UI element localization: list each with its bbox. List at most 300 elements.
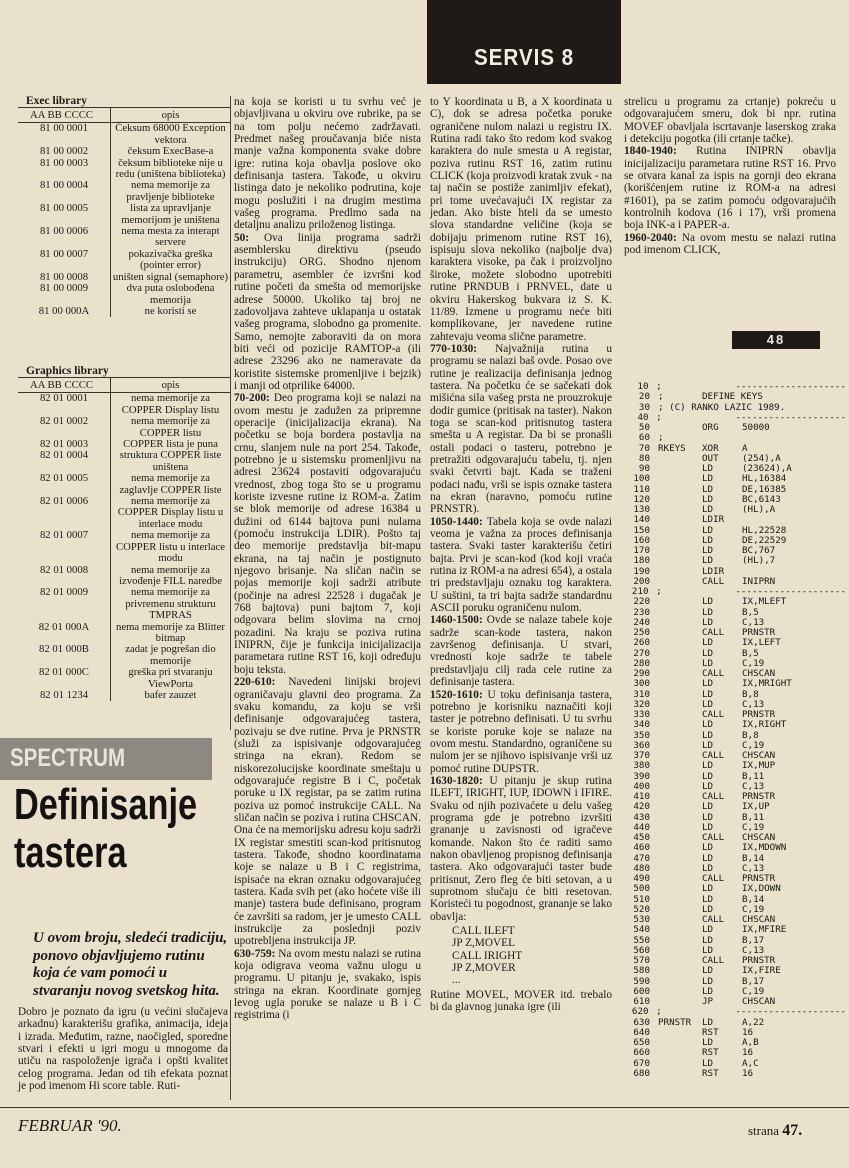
- opcode: LD: [702, 770, 714, 782]
- listing-line: [624, 638, 846, 648]
- article-lead: U ovom broju, sledeći tradiciju, ponovo objavljujemo rutinu koja će vam pomoći u stvaranju novog svetskog hita.: [33, 930, 228, 999]
- operand: HL,16384: [742, 473, 787, 485]
- operand: PRNSTR: [742, 873, 776, 884]
- label: [658, 936, 702, 946]
- divider-1: [230, 96, 231, 730]
- listing-line: [624, 884, 846, 894]
- exec-row: [18, 226, 230, 249]
- label: [658, 946, 702, 956]
- operand: IX,MFIRE: [742, 924, 787, 936]
- graphics-desc: bafer zauzet: [110, 690, 230, 701]
- operand: (23624),A: [742, 463, 792, 474]
- opcode: OUT: [702, 452, 719, 464]
- operand: A,22: [742, 1016, 765, 1028]
- listing-line: [624, 546, 846, 556]
- label: [658, 874, 702, 884]
- operand: C,13: [742, 862, 765, 874]
- exec-row: [18, 146, 230, 157]
- spacer: [650, 638, 658, 648]
- graphics-desc: nema memorije za izvođenje FILL naredbe: [110, 565, 230, 588]
- label: [658, 966, 702, 976]
- label: ;: [656, 1006, 662, 1018]
- opcode: XOR: [702, 442, 719, 454]
- opcode: LD: [702, 852, 714, 864]
- line-number: 560: [633, 944, 650, 956]
- exec-code: 81 00 000A: [38, 304, 90, 317]
- opcode: LDIR: [702, 514, 725, 526]
- label: [658, 628, 702, 638]
- label: [658, 956, 702, 966]
- line-number: 280: [633, 657, 650, 669]
- line-number: 270: [633, 647, 650, 659]
- line-number: 130: [633, 504, 650, 515]
- label: [658, 782, 702, 792]
- operand: CHSCAN: [742, 668, 776, 679]
- listing-line: [624, 772, 846, 782]
- col4-paragraph: 1840-1940: Rutina INIPRN obavlja inicijalizaciju parametara rutine RST 16. Prvo se otvara kanal za ispis na gornji deo ekrana (korišćenjem rutine iz ROM-a na adresi #1601), pa se zatim pomoću odgovarajućih kontrolnih kodova (16 i 17), vrši promena boja INK-a i PAPER-a.: [624, 145, 836, 232]
- listing-line: [624, 966, 846, 976]
- spacer: [649, 1007, 657, 1017]
- line-number: 350: [633, 729, 650, 741]
- opcode: LD: [702, 1057, 714, 1069]
- listing-line: [624, 936, 846, 946]
- label: [658, 1048, 702, 1058]
- graphics-row: [18, 393, 230, 416]
- listing-line: [624, 608, 846, 618]
- graphics-desc: nema memorije za privremenu strukturu TMPRAS: [110, 587, 230, 621]
- line-number: 650: [633, 1037, 650, 1048]
- opcode: JP: [702, 996, 714, 1007]
- page-label: strana: [748, 1123, 780, 1138]
- operand: CHSCAN: [742, 750, 776, 761]
- label: [658, 751, 702, 761]
- label: [658, 772, 702, 782]
- col3-paragraph: 1630-1820: U pitanju je skup rutina ILEFT, IRIGHT, IUP, IDOWN i IFIRE. Svaku od njih pozivaćete u delu vašeg programa gde je potrebno izvršiti grananje u zavisnosti od igračeve komande. Nakon što će raditi samo nakon obavljenog propisnog definisanja tastera. Ako odgovarajući taster bude pritisnut, Zero fleg će biti setovan, a u suprotnom slučaju će biti resetovan. Koristeći tu pogodnost, grananje se lako obavlja:: [430, 774, 612, 923]
- operand: B,17: [742, 934, 765, 946]
- graphics-desc: nema memorije za COPPER listu u interlace modu: [110, 530, 230, 564]
- line-number: 150: [633, 524, 650, 536]
- graphics-code: 82 01 0009: [39, 586, 89, 599]
- opcode: LD: [702, 801, 714, 813]
- operand: C,19: [742, 821, 765, 833]
- spacer: [650, 761, 658, 771]
- graphics-row: [18, 496, 230, 530]
- exec-col-code: AA BB CCCC: [30, 108, 93, 121]
- exec-library-table: [18, 96, 230, 317]
- listing-line: [624, 444, 846, 454]
- label: [658, 690, 702, 700]
- line-number: 80: [638, 452, 650, 464]
- spacer: [650, 1069, 658, 1079]
- headline-line1: Definisanje: [14, 780, 198, 829]
- label: ;: [656, 586, 662, 597]
- label: [658, 649, 702, 659]
- operand: 16: [742, 1026, 754, 1038]
- line-number: 400: [633, 780, 650, 792]
- listing-line: [624, 392, 846, 402]
- opcode: CALL: [702, 668, 725, 679]
- operand: C,19: [742, 903, 765, 915]
- label: [658, 567, 702, 577]
- code-line: CALL ILEFT: [452, 925, 515, 938]
- col3-line-ref: 1520-1610:: [430, 688, 483, 701]
- listing-line: [624, 864, 846, 874]
- code-line: JP Z,MOVER: [452, 962, 516, 975]
- opcode: LD: [702, 811, 714, 823]
- article-col4: [624, 96, 836, 256]
- spacer: [650, 474, 658, 484]
- opcode: LD: [702, 493, 714, 505]
- graphics-table-title: Graphics library: [26, 365, 109, 377]
- col2-line-ref: 630-759:: [234, 947, 276, 960]
- line-number: 370: [633, 750, 650, 761]
- line-number: 100: [633, 473, 650, 485]
- opcode: [702, 433, 742, 443]
- line-number: 250: [633, 627, 650, 638]
- operand: B,17: [742, 975, 765, 987]
- line-number: 310: [633, 688, 650, 700]
- opcode: LD: [702, 760, 714, 772]
- label: [658, 454, 702, 464]
- opcode: CALL: [702, 873, 725, 884]
- label: [658, 608, 702, 618]
- col4-line-ref: 1840-1940:: [624, 145, 677, 158]
- graphics-row: [18, 667, 230, 690]
- opcode: LD: [702, 678, 714, 690]
- listing-line: [624, 464, 846, 474]
- label: [658, 854, 702, 864]
- line-number: 610: [633, 996, 650, 1007]
- line-number: 190: [633, 565, 650, 577]
- label: [658, 884, 702, 894]
- line-number: 620: [631, 1006, 649, 1018]
- operand: B,14: [742, 852, 765, 864]
- opcode: RST: [702, 1067, 719, 1079]
- opcode: LDIR: [702, 565, 725, 577]
- graphics-table-header: [18, 377, 230, 393]
- line-number: 660: [633, 1047, 650, 1059]
- listing-line: [624, 700, 846, 710]
- listing-line: [624, 659, 846, 669]
- col3-paragraph: to Y koordinata u B, a X koordinata u C), dok se adresa početka poruke ograničene nulom nalazi u registru IX. Rutina radi tako što redom kod svakog karaktera do nule smesta u A registar, poziva rutinu RST 16, zatim rutinu CLICK (koja proizvodi kratak zvuk - na taj način se postiže zanimljiv efekat), pri tome uvećavajući IX registar za jedan. Ako biste hteli da se umesto slova standardne veličine (koja se dobijaju primenom rutine RST 16), ispisuju slova nekoliko (najbolje dva) karaktera visoke, pa čak i proizvoljno široke, možete slobodno upotrebiti rutine PRNDUB i PRNVEL, date u okviru Hakerskog bukvara iz S. K. 11/89. Izmene u programu neće biti komplikovane, jer navedene rutine zahtevaju veoma slične parametre.: [430, 96, 612, 343]
- operand: BC,6143: [742, 493, 781, 505]
- label: ;: [656, 411, 662, 423]
- exec-code: 81 00 0004: [39, 179, 89, 192]
- col2-line-ref: 50:: [234, 231, 250, 244]
- opcode: RST: [702, 1047, 719, 1059]
- listing-line: [624, 515, 846, 525]
- spacer: [650, 1048, 658, 1058]
- spacer: [650, 925, 658, 935]
- graphics-row: [18, 644, 230, 667]
- listing-line: [624, 1069, 846, 1079]
- label: [658, 977, 702, 987]
- listing-line: [624, 567, 846, 577]
- exec-col-desc: opis: [110, 108, 230, 122]
- graphics-desc: nema memorije za zaglavlje COPPER liste: [110, 473, 230, 496]
- line-number: 600: [633, 985, 650, 997]
- listing-line: [624, 854, 846, 864]
- line-number: 70: [638, 442, 650, 454]
- operand: CHSCAN: [742, 914, 776, 925]
- listing-line: [624, 628, 846, 638]
- exec-row: [18, 306, 230, 317]
- opcode: LD: [702, 862, 714, 874]
- listing-line: [624, 1007, 846, 1017]
- operand: IX,MRIGHT: [742, 678, 792, 690]
- opcode: LD: [702, 504, 714, 515]
- listing-line: [624, 741, 846, 751]
- col4-line-ref: 1960-2040:: [624, 231, 677, 244]
- operand: BC,767: [742, 545, 776, 556]
- line-number: 670: [633, 1057, 650, 1069]
- exec-desc: čeksum biblioteke nije u redu (uništena biblioteka): [110, 158, 230, 181]
- graphics-row: [18, 473, 230, 496]
- line-number: 580: [633, 965, 650, 977]
- label: [658, 556, 702, 566]
- opcode: LD: [702, 975, 714, 987]
- opcode: LD: [702, 524, 714, 536]
- opcode: CALL: [702, 709, 725, 720]
- col2-paragraph: 630-759: Na ovom mestu nalazi se rutina koja odigrava veoma važnu ulogu u programu. U pitanju je, svakako, ispis stringa na ekran. Koordinate gornjeg levog ugla poruke se nalaze u B i C registrima (i: [234, 947, 421, 1022]
- operand: INIPRN: [742, 575, 776, 587]
- line-number: 230: [633, 606, 650, 618]
- line-number: 220: [633, 596, 650, 608]
- exec-desc: lista za upravljanje memorijom je uništena: [110, 203, 230, 226]
- graphics-code: 82 01 1234: [39, 688, 89, 701]
- operand: IX,UP: [742, 801, 770, 813]
- operand: IX,MDOWN: [742, 842, 787, 854]
- operand: CHSCAN: [742, 996, 776, 1007]
- listing-line: [624, 690, 846, 700]
- opcode: LD: [702, 534, 714, 546]
- label: [658, 464, 702, 474]
- listing-line: [624, 905, 846, 915]
- listing-line: [624, 833, 846, 843]
- line-number: 460: [633, 842, 650, 854]
- exec-desc: dva puta oslobođena memorija: [110, 283, 230, 306]
- line-number: 510: [633, 893, 650, 905]
- exec-code: 81 00 0006: [39, 225, 89, 238]
- listing-line: [624, 751, 846, 761]
- code-example: [452, 925, 612, 987]
- line-number: 170: [633, 545, 650, 556]
- label: [658, 659, 702, 669]
- graphics-desc: nema memorije za COPPER Display listu: [110, 393, 230, 416]
- spacer: [650, 597, 658, 607]
- exec-row: [18, 283, 230, 306]
- label: [658, 813, 702, 823]
- label: [658, 1038, 702, 1048]
- listing-line: [624, 536, 846, 546]
- exec-code: 81 00 0001: [39, 122, 89, 135]
- label: [658, 720, 702, 730]
- opcode: CALL: [702, 832, 725, 843]
- opcode: CALL: [702, 914, 725, 925]
- kicker-text: SPECTRUM: [10, 744, 126, 772]
- listing-line: [624, 587, 846, 597]
- label: RKEYS: [658, 442, 686, 454]
- opcode: LD: [702, 483, 714, 495]
- label: [658, 895, 702, 905]
- section-title: SERVIS 8: [473, 44, 575, 70]
- listing-line: [624, 597, 846, 607]
- listing-line: [624, 710, 846, 720]
- graphics-desc: nema memorije za COPPER listu: [110, 416, 230, 439]
- article-col3: [430, 96, 612, 1013]
- operand: --------------------: [735, 1006, 846, 1018]
- exec-row: [18, 180, 230, 203]
- opcode: LD: [702, 934, 714, 946]
- opcode: LD: [702, 545, 714, 556]
- headline-line2: tastera: [14, 828, 127, 877]
- opcode: LD: [702, 842, 714, 854]
- col2-paragraph: 220-610: Navedeni linijski brojevi ograničavaju glavni deo programa. Za svaku komandu, za koju se vrši definisanje odgovarajućeg tastera, pozivaju se dve rutine. Prva je PRNSTR (služi za ispisivanje odgovarajućeg stringa na ekran). Redom se niskorezolucijske koordinate smeštaju u odgovarajuće registre B i C, početak poruke u IX registar, pa se zatim rutina poziva uz pomoć instrukcije CALL. Na sličan način se poziva i rutina CHSCAN. Ona će na memorijsku adresu koju sadrži IX registar smestiti scan-kod pritisnutog tastera. Takođe, shodno koordinatama koje se nalaze u B i C registrima, ispisaće na ekran oznaku odgovarajućeg tastera. Kada svih pet (ako hoćete više ili manje) tastera bude definisano, program će završiti sa radom, jer je umesto CALL instrukcije za poslednji poziv upotrebljena instrukcija JP.: [234, 676, 421, 948]
- issue-date: FEBRUAR '90.: [18, 1116, 122, 1135]
- operand: IX,MLEFT: [742, 596, 787, 608]
- listing-line: [624, 813, 846, 823]
- operand: C,13: [742, 944, 765, 956]
- exec-code: 81 00 0002: [39, 145, 89, 158]
- operand: IX,FIRE: [742, 965, 781, 977]
- operand: DE,22529: [742, 534, 787, 546]
- opcode: LD: [702, 555, 714, 567]
- opcode: LD: [702, 473, 714, 485]
- graphics-code: 82 01 000A: [38, 620, 90, 633]
- listing-line: [624, 782, 846, 792]
- col3-paragraph: 1520-1610: U toku definisanja tastera, potrebno je korisniku naznačiti koji taster je potrebno definisati. U tu svrhu se koriste poruke koje se nalaze na ovom mestu. Standardno, ograničene su nulom jer se njihovo ispisivanje vrši uz pomoć rutine DUPSTR.: [430, 688, 612, 775]
- operand: PRNSTR: [742, 709, 776, 720]
- label: [658, 597, 702, 607]
- label: [658, 731, 702, 741]
- exec-desc: ne koristi se: [110, 306, 230, 317]
- line-number: 160: [633, 534, 650, 546]
- opcode: LD: [702, 637, 714, 649]
- col2-paragraph: 50: Ova linija programa sadrži asemblersku direktivu (pseudo instrukciju) ORG. Shodno njenom parametru, asembler će izvršni kod rutine početi da smešta od memorijske adrese 50000. Ukoliko taj broj ne zadovoljava zahteve uklapanja u ostatak vašeg programa, slobodno ga promenite. Samo, nemojte zaboraviti da on mora biti veći od pozicije RAMTOP-a (ili adrese 23296 ako ne nameravate da koristite sistemske promenljive i bejzik) i manji od otprilike 64000.: [234, 231, 421, 392]
- listing-line: [624, 526, 846, 536]
- label: [658, 1059, 702, 1069]
- operand: PRNSTR: [742, 627, 776, 638]
- opcode: LD: [702, 739, 714, 751]
- line-number: 570: [633, 955, 650, 966]
- opcode: ORG: [702, 422, 719, 433]
- operand: C,19: [742, 739, 765, 751]
- opcode: LD: [702, 463, 714, 474]
- listing-line: [624, 413, 846, 423]
- line-number: 380: [633, 760, 650, 772]
- label: [658, 823, 702, 833]
- line-number: 330: [633, 709, 650, 720]
- listing-line: [624, 669, 846, 679]
- operand: B,14: [742, 893, 765, 905]
- label: [658, 997, 702, 1007]
- graphics-row: [18, 416, 230, 439]
- graphics-desc: nema memorije za Blitter bitmap: [110, 622, 230, 645]
- graphics-row: [18, 565, 230, 588]
- line-number: 520: [633, 903, 650, 915]
- line-number: 680: [633, 1067, 650, 1079]
- graphics-code: 82 01 0001: [39, 392, 89, 405]
- line-number: 360: [633, 739, 650, 751]
- operand: --------------------: [735, 586, 846, 597]
- label: [658, 925, 702, 935]
- opcode: CALL: [702, 627, 725, 638]
- col3-paragraph: 1050-1440: Tabela koja se ovde nalazi veoma je važna za proces definisanja tastera. Svaki taster karakterišu četiri bajta. Prvi je scan-kod (kod koji vraća rutina iz ROM-a na adresi 654), a ostala tri predstavljaju oznaku tog karaktera. U suštini, ta tri bajta sadrže standardnu ASCII poruku ograničenu nulom.: [430, 515, 612, 615]
- exec-table-header: [18, 107, 230, 123]
- graphics-code: 82 01 0003: [39, 438, 89, 451]
- code-line: JP Z,MOVEL: [452, 937, 515, 950]
- label: ;: [656, 381, 662, 392]
- line-number: 290: [633, 668, 650, 679]
- spacer: [650, 884, 658, 894]
- col3-paragraphs: [430, 96, 612, 923]
- label: [658, 915, 702, 925]
- line-number: 410: [633, 791, 650, 802]
- label: [658, 474, 702, 484]
- operand: B,8: [742, 729, 759, 741]
- line-number: 110: [633, 483, 650, 495]
- line-number: 260: [633, 637, 650, 649]
- label: [658, 833, 702, 843]
- label: [658, 987, 702, 997]
- line-number: 20: [638, 391, 650, 403]
- col3-line-ref: 1460-1500:: [430, 614, 483, 627]
- label: [658, 700, 702, 710]
- page-number: [748, 1122, 802, 1140]
- listing-line: [624, 874, 846, 884]
- graphics-row: [18, 690, 230, 701]
- line-number: 50: [638, 422, 650, 433]
- line-number: 630: [633, 1016, 650, 1028]
- exec-desc: nema mesta za interapt servere: [110, 226, 230, 249]
- graphics-row: [18, 622, 230, 645]
- spacer: [650, 433, 658, 443]
- label: [658, 864, 702, 874]
- listing-line: [624, 1028, 846, 1038]
- footer-rule: [0, 1107, 849, 1108]
- col4-paragraph: strelicu u programu za crtanje) pokreću u odgovarajućem smeru, dok bi npr. rutina MOVEF obavljala iscrtavanje laserskog zraka i detekciju pogotka (ili crtanje tačke).: [624, 96, 836, 146]
- label: [658, 515, 702, 525]
- exec-desc: nema memorije za pravljenje biblioteke: [110, 180, 230, 203]
- exec-row: [18, 203, 230, 226]
- operand: B,11: [742, 770, 765, 782]
- operand: (HL),A: [742, 504, 776, 515]
- opcode: LD: [702, 616, 714, 628]
- col3-line-ref: 770-1030:: [430, 342, 478, 355]
- graphics-table-rows: [18, 393, 230, 701]
- article-col2: [234, 96, 421, 1022]
- col3-tail: Rutine MOVEL, MOVER itd. trebalo bi da glavnog junaka igre (ili: [430, 988, 612, 1014]
- opcode: LD: [702, 903, 714, 915]
- label: [658, 546, 702, 556]
- label: PRNSTR: [658, 1016, 692, 1028]
- operand: 16: [742, 1067, 754, 1079]
- label: [658, 710, 702, 720]
- operand: [742, 515, 846, 525]
- opcode: LD: [702, 606, 714, 618]
- opcode: CALL: [702, 575, 725, 587]
- exec-row: [18, 249, 230, 272]
- operand: IX,MUP: [742, 760, 776, 772]
- operand: --------------------: [735, 381, 846, 392]
- listing-line: [624, 720, 846, 730]
- opcode: LD: [702, 965, 714, 977]
- line-number: 480: [633, 862, 650, 874]
- graphics-code: 82 01 000C: [39, 666, 89, 679]
- label: [658, 761, 702, 771]
- operand: A: [742, 442, 748, 454]
- exec-desc: pokazivačka greška (pointer error): [110, 249, 230, 272]
